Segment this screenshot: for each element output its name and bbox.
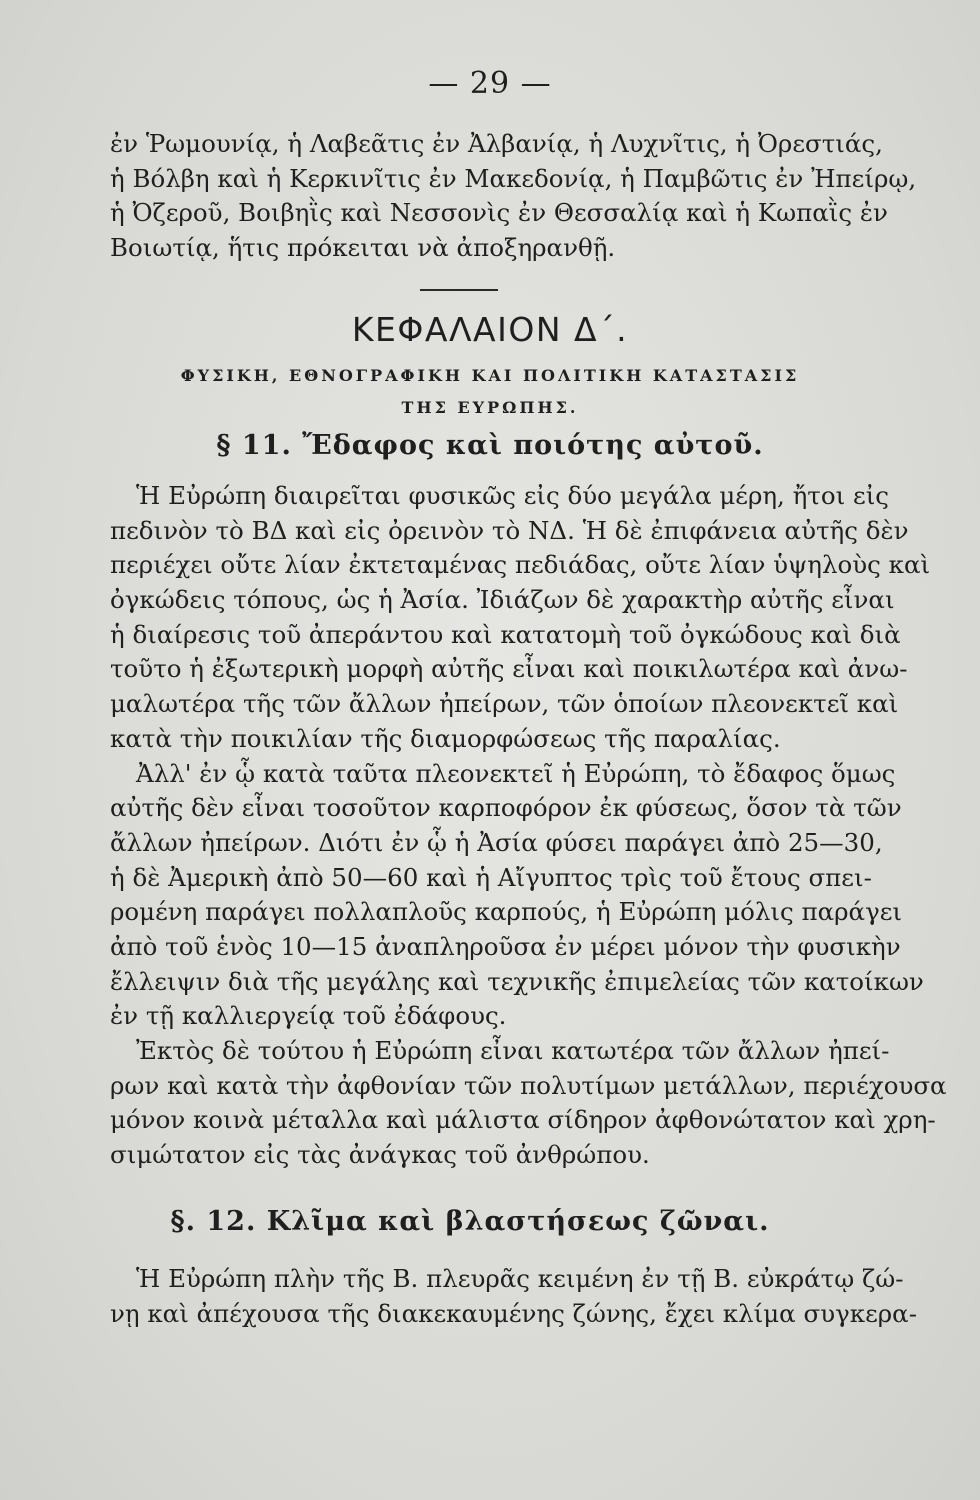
section-11-heading: § 11. Ἔδαφος καὶ ποιότης αὐτοῦ. [216, 430, 764, 461]
text-line: ἐν Ῥωμουνίᾳ, ἡ Λαβεᾶτις ἐν Ἀλβανίᾳ, ἡ Λυχνῖτις, ἡ Ὀρεστιάς, [110, 129, 883, 158]
separator-rule [420, 289, 498, 291]
text-line: ἡ Βόλβη καὶ ἡ Κερκινῖτις ἐν Μακεδονίᾳ, ἡ Παμβῶτις ἐν Ἠπείρῳ, [110, 163, 917, 193]
text-line: Ἡ Εὐρώπη διαιρεῖται φυσικῶς εἰς δύο μεγάλα μέρη, ἤτοι εἰς [136, 481, 890, 510]
text-line: ἄλλων ἠπείρων. Διότι ἐν ᾧ ἡ Ἀσία φύσει παράγει ἀπὸ 25—30, [110, 827, 883, 857]
text-line: ἡ Ὀζεροῦ, Βοιβηῒς καὶ Νεσσονὶς ἐν Θεσσαλίᾳ καὶ ἡ Κωπαῒς ἐν [110, 198, 888, 228]
text-line: ἀπὸ τοῦ ἑνὸς 10—15 ἀναπληροῦσα ἐν μέρει μόνον τὴν φυσικὴν [110, 931, 901, 961]
text-line: νῃ καὶ ἀπέχουσα τῆς διακεκαυμένης ζώνης, ἔχει κλίμα συγκερα- [110, 1298, 917, 1328]
text-line: ρομένη παράγει πολλαπλοῦς καρπούς, ἡ Εὐρώπη μόλις παράγει [110, 897, 903, 927]
text-line: τοῦτο ἡ ἐξωτερικὴ μορφὴ αὐτῆς εἶναι καὶ ποικιλωτέρα καὶ ἀνω- [110, 654, 908, 684]
text-line: ἡ δὲ Ἀμερικὴ ἀπὸ 50—60 καὶ ἡ Αἴγυπτος τρὶς τοῦ ἔτους σπει- [110, 862, 872, 892]
text-line: ὀγκώδεις τόπους, ὡς ἡ Ἀσία. Ἰδιάζων δὲ χαρακτὴρ αὐτῆς εἶναι [110, 585, 895, 615]
text-line: πεδινὸν τὸ ΒΔ καὶ εἰς ὀρεινὸν τὸ ΝΔ. Ἡ δὲ ἐπιφάνεια αὐτῆς δὲν [110, 515, 909, 545]
section-12-heading: §. 12. Κλῖμα καὶ βλαστήσεως ζῶναι. [170, 1206, 770, 1237]
text-line: ἡ διαίρεσις τοῦ ἀπεράντου καὶ κατατομὴ τοῦ ὀγκώδους καὶ διὰ [110, 619, 901, 649]
text-line: Ἡ Εὐρώπη πλὴν τῆς Β. πλευρᾶς κειμένη ἐν τῇ Β. εὐκράτῳ ζώ- [136, 1264, 904, 1293]
text-line: ἐν τῇ καλλιεργείᾳ τοῦ ἐδάφους. [110, 1001, 507, 1031]
text-line: σιμώτατον εἰς τὰς ἀνάγκας τοῦ ἀνθρώπου. [110, 1140, 650, 1170]
page-number: — 29 — [428, 66, 552, 101]
chapter-subtitle: ΦΥΣΙΚΗ, ΕΘΝΟΓΡΑΦΙΚΗ ΚΑΙ ΠΟΛΙΤΙΚΗ ΚΑΤΑΣΤΑΣΙΣ [180, 366, 800, 385]
text-line: Ἐκτὸς δὲ τούτου ἡ Εὐρώπη εἶναι κατωτέρα τῶν ἄλλων ἠπεί- [136, 1036, 890, 1065]
chapter-subtitle-continued: ΤΗΣ ΕΥΡΩΠΗΣ. [401, 398, 579, 417]
chapter-title: ΚΕΦΑΛΑΙΟΝ Δ΄. [351, 310, 629, 349]
text-line: ρων καὶ κατὰ τὴν ἀφθονίαν τῶν πολυτίμων μετάλλων, περιέχουσα [110, 1070, 947, 1100]
text-line: μόνον κοινὰ μέταλλα καὶ μάλιστα σίδηρον ἀφθονώτατον καὶ χρη- [110, 1105, 936, 1135]
text-line: περιέχει οὔτε λίαν ἐκτεταμένας πεδιάδας, οὔτε λίαν ὑψηλοὺς καὶ [110, 550, 931, 580]
text-line: αὐτῆς δὲν εἶναι τοσοῦτον καρποφόρον ἐκ φύσεως, ὅσον τὰ τῶν [110, 793, 902, 823]
section-12-body [110, 1262, 917, 1331]
intro-paragraph [110, 127, 917, 266]
section-11-body [110, 479, 947, 1173]
text-line: Ἀλλ' ἐν ᾧ κατὰ ταῦτα πλεονεκτεῖ ἡ Εὐρώπη, τὸ ἔδαφος ὅμως [136, 758, 896, 788]
text-line: ἔλλειψιν διὰ τῆς μεγάλης καὶ τεχνικῆς ἐπιμελείας τῶν κατοίκων [110, 966, 924, 996]
text-line: Βοιωτίᾳ, ἥτις πρόκειται νὰ ἀποξηρανθῇ. [110, 233, 616, 263]
text-line: κατὰ τὴν ποικιλίαν τῆς διαμορφώσεως τῆς παραλίας. [110, 723, 781, 753]
text-line: μαλωτέρα τῆς τῶν ἄλλων ἠπείρων, τῶν ὁποίων πλεονεκτεῖ καὶ [110, 689, 899, 719]
